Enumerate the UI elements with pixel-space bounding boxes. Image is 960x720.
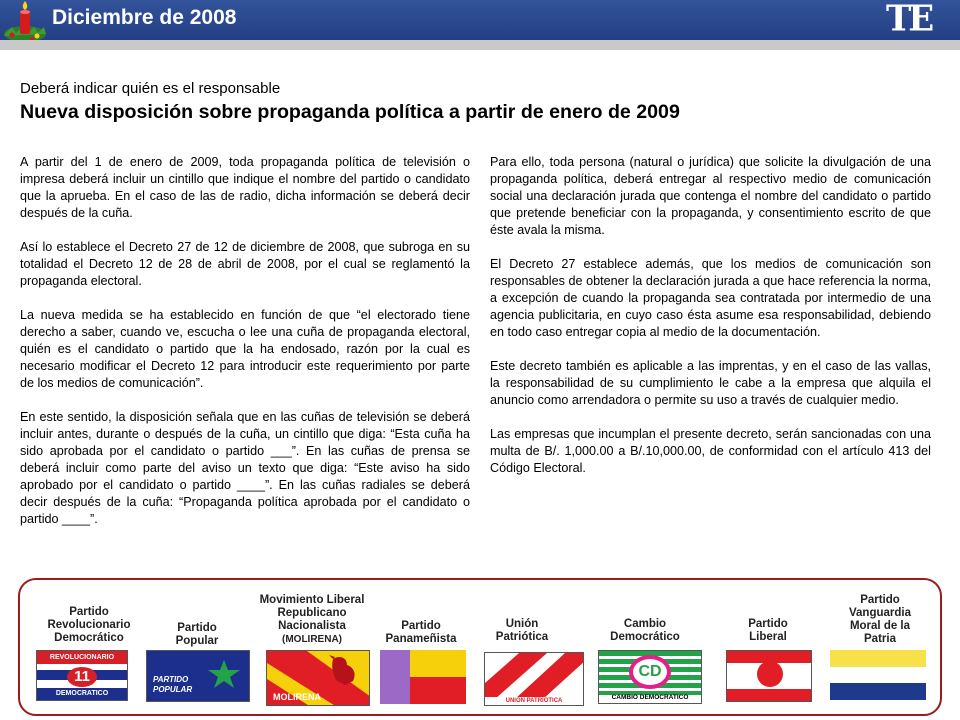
party-name-vanguardia: Partido Vanguardia Moral de la Patria [849,594,911,645]
flag-prd: REVOLUCIONARIO 11 DEMOCRATICO [36,650,128,701]
flag-union-patriotica: UNION PATRIOTICA [484,652,584,706]
header-bar [0,0,960,40]
paragraph: A partir del 1 de enero de 2009, toda propaganda política de televisión o impresa deberá incluir un cintillo que indique el nombre del partido o candidato que la aprueba. En el caso de las de radio, dicha información se deberá decir después de la cuña. [20,155,470,220]
party-name-molirena: Movimiento Liberal Republicano Nacionalista (MOLIRENA) [259,594,365,645]
party-name-cambio-democratico: Cambio Democrático [610,618,680,643]
bell-icon [757,661,783,687]
paragraph: Las empresas que incumplan el presente decreto, serán sancionadas con una multa de B/. 1,000.00 a B/.10,000.00, de conformidad con el artículo 413 del Código Electoral. [490,427,931,475]
te-logo: TE [886,0,932,40]
paragraph: El Decreto 27 establece además, que los medios de comunicación son responsables de obtener la declaración jurada a que hace referencia la norma, a excepción de cuando la propaganda sea contratada por intermedio de una agencia publicitaria, en cuyo caso ésta asume esa responsabilidad, debiendo en todo caso entregar copia al medio de la documentación. [490,257,931,339]
article-column-right [490,154,931,494]
party-name-panamenista: Partido Panameñista [385,620,457,645]
article-column-left [20,154,470,545]
star-icon [207,659,241,689]
paragraph: La nueva medida se ha establecido en función de que “el electorado tiene derecho a saber, cuando ve, escucha o lee una cuña de propaganda electoral, quién es el candidato o partido que la ha endosado, razón por la cual es necesario modificar el Decreto 12 para introducir este requerimiento por parte de los medios de comunicación”. [20,308,470,390]
paragraph: Este decreto también es aplicable a las imprentas, y en el caso de las vallas, la responsabilidad de su cumplimiento le cabe a la empresa que alquila el anuncio como arrendadora o permite su uso a través de cualquier medio. [490,359,931,407]
flag-molirena: MOLIRENA [266,650,370,706]
party-name-popular: Partido Popular [175,622,219,647]
article-headline: Nueva disposición sobre propaganda política a partir de enero de 2009 [20,101,680,123]
parties-panel [18,578,942,716]
flag-cambio-democratico: CD CAMBIO DEMOCRATICO [598,650,702,704]
flag-popular: PARTIDO POPULAR [146,650,250,702]
paragraph: Así lo establece el Decreto 27 de 12 de diciembre de 2008, que subroga en su totalidad el Decreto 12 de 28 de abril de 2008, por el cual se reglamentó la propaganda electoral. [20,240,470,288]
party-name-prd: Partido Revolucionario Democrático [47,606,131,644]
flag-panamenista [380,650,466,704]
party-name-liberal: Partido Liberal [748,618,788,643]
flag-liberal [726,650,812,702]
header-divider [0,40,960,50]
party-name-union-patriotica: Unión Patriótica [495,618,549,643]
article-subtitle: Deberá indicar quién es el responsable [20,80,281,97]
christmas-candle-ornament-icon [2,0,48,44]
paragraph: En este sentido, la disposición señala que en las cuñas de televisión se deberá incluir antes, durante o después de la cuña, un cintillo que diga: “Esta cuña ha sido aprobada por el candidato o partido ___”. En las cuñas de prensa se deberá incluir como parte del aviso un texto que diga: “Este aviso ha sido aprobado por el candidato o partido ____”. En las cuñas radiales se deberá decir después de la cuña: “Propaganda política aprobada por el candidato o partido ____”. [20,410,470,526]
paragraph: Para ello, toda persona (natural o jurídica) que solicite la divulgación de una propaganda política, deberá entregar al respectivo medio de comunicación social una declaración jurada que contenga el nombre del candidato o partido que pretende beneficiar con la propaganda, y consentimiento escrito de que éste avala la misma. [490,155,931,237]
flag-vanguardia [830,650,926,700]
page-title: Diciembre de 2008 [52,6,237,29]
